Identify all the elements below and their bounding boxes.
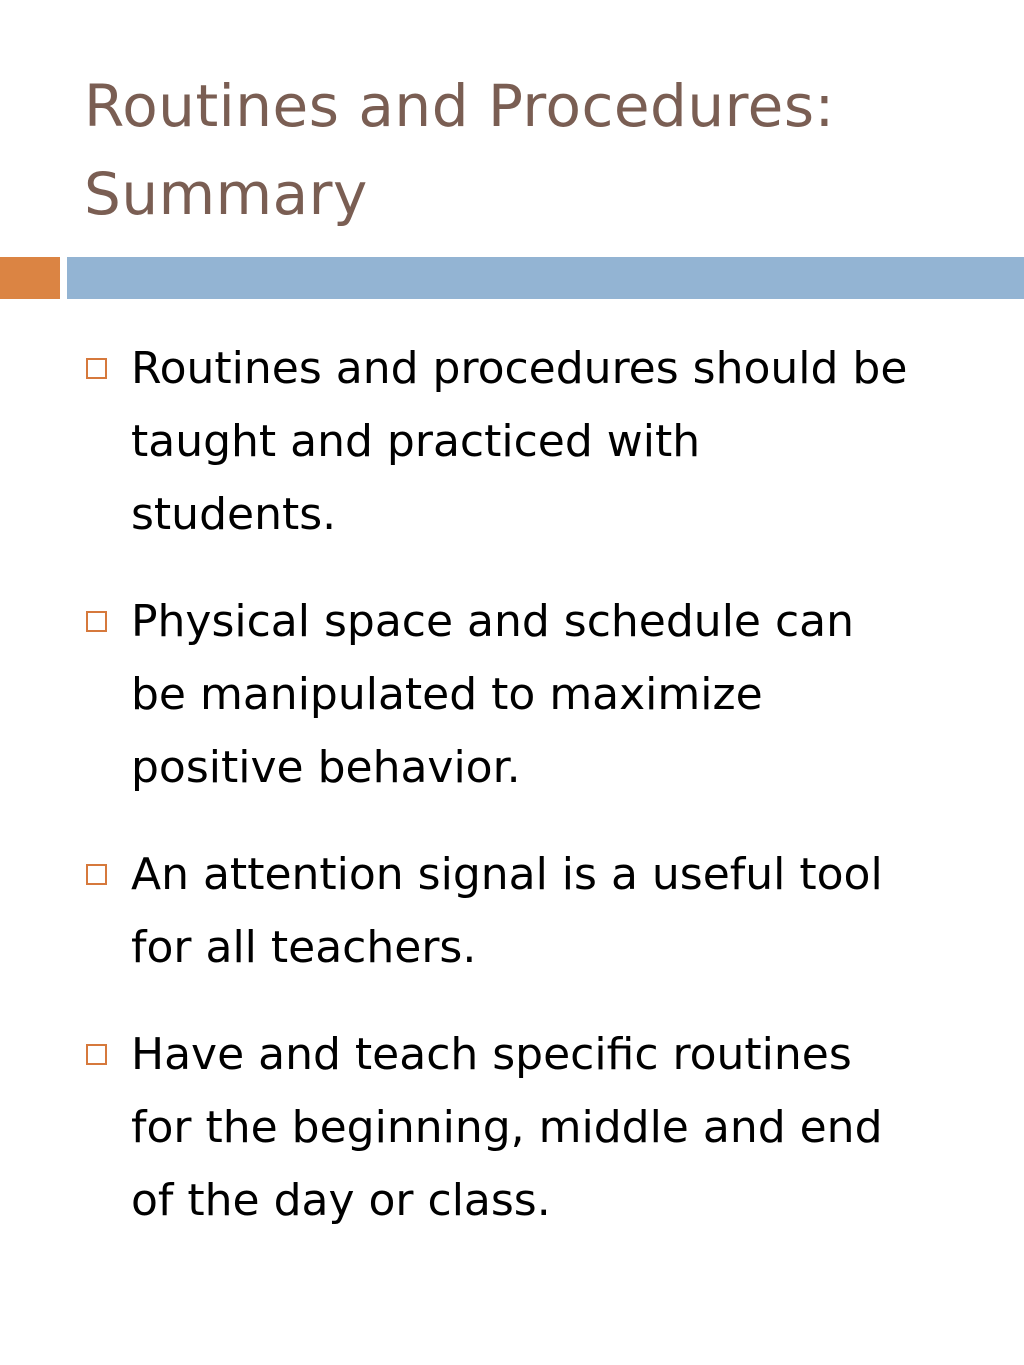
slide-title-line-2: Summary bbox=[84, 160, 368, 228]
square-outline-bullet-icon bbox=[86, 1044, 107, 1065]
bullet-line: for all teachers. bbox=[131, 922, 477, 973]
bullet-line: An attention signal is a useful tool bbox=[131, 849, 883, 900]
bullet-line: Physical space and schedule can bbox=[131, 596, 855, 647]
bullet-line: of the day or class. bbox=[131, 1175, 551, 1226]
bullet-line: positive behavior. bbox=[131, 742, 521, 793]
bullet-item bbox=[84, 585, 984, 804]
slide-title-line-1: Routines and Procedures: bbox=[84, 72, 835, 140]
bullet-item bbox=[84, 838, 984, 984]
bullet-line: students. bbox=[131, 489, 337, 540]
bullet-item bbox=[84, 1018, 984, 1237]
square-outline-bullet-icon bbox=[86, 358, 107, 379]
accent-square bbox=[0, 257, 60, 299]
slide-title bbox=[84, 62, 984, 238]
bullet-list bbox=[84, 332, 984, 1271]
square-outline-bullet-icon bbox=[86, 864, 107, 885]
bullet-item bbox=[84, 332, 984, 551]
bullet-line: Routines and procedures should be bbox=[131, 343, 908, 394]
bullet-line: for the beginning, middle and end bbox=[131, 1102, 883, 1153]
bullet-line: Have and teach specific routines bbox=[131, 1029, 852, 1080]
accent-bar bbox=[67, 257, 1024, 299]
bullet-line: be manipulated to maximize bbox=[131, 669, 763, 720]
square-outline-bullet-icon bbox=[86, 611, 107, 632]
bullet-line: taught and practiced with bbox=[131, 416, 701, 467]
